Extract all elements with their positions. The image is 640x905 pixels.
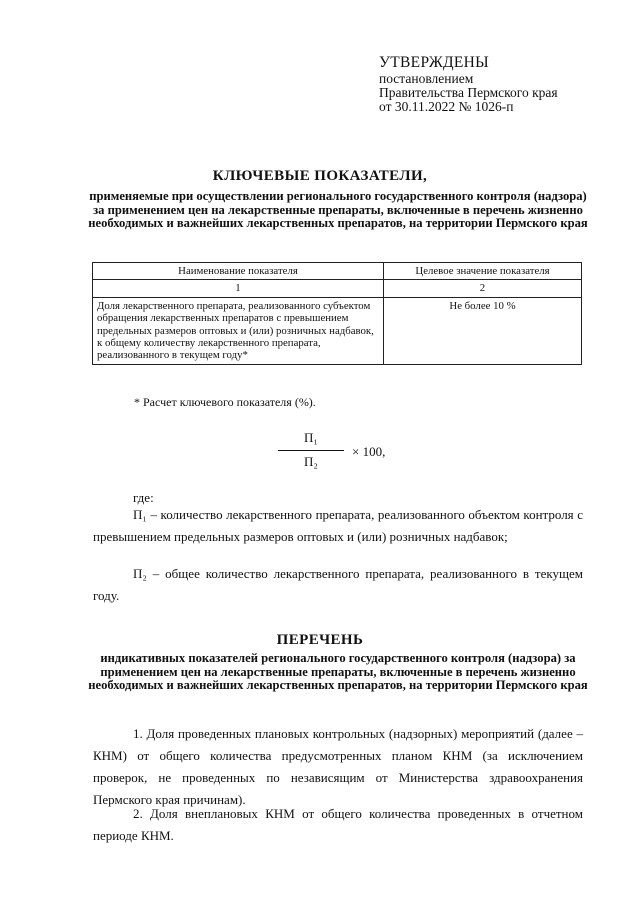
table-header-name: Наименование показателя — [93, 263, 384, 280]
list-subtitle: индикативных показателей регионального государственного контроля (надзора) за применением цен на лекарственные препараты, включенные в перечень жизненно необходимых и важнейших лекарственных препаратов, на территории Пермского края — [88, 651, 588, 692]
approval-line-3: от 30.11.2022 № 1026-п — [379, 99, 514, 114]
table-header-row — [93, 263, 582, 280]
indicator-name-cell: Доля лекарственного препарата, реализованного субъектом обращения лекарственных препаратов с превышением предельных размеров оптовых и (или) розничных надбавок, к общему количеству лекарственного препарата, реализованного в текущем году* — [93, 297, 384, 364]
definition-p2: П₂ – общее количество лекарственного препарата, реализованного в текущем году. — [93, 566, 583, 603]
indicator-target-cell: Не более 10 % — [384, 297, 582, 364]
approval-heading: УТВЕРЖДЕНЫ — [379, 54, 489, 71]
key-indicators-title: КЛЮЧЕВЫЕ ПОКАЗАТЕЛИ, — [212, 168, 428, 184]
approval-line-1: постановлением — [379, 71, 474, 86]
formula — [276, 430, 436, 474]
formula-multiplier: × 100, — [352, 444, 386, 459]
list-item-2: 2. Доля внеплановых КНМ от общего количества проведенных в отчетном периоде КНМ. — [93, 806, 583, 843]
table-column-number-1: 1 — [93, 280, 384, 297]
list-title: ПЕРЕЧЕНЬ — [276, 632, 364, 648]
approval-block — [379, 54, 619, 114]
approval-line-2: Правительства Пермского края — [379, 85, 558, 100]
key-indicators-subtitle: применяемые при осуществлении регионального государственного контроля (надзора) за применением цен на лекарственные препараты, включенные в перечень жизненно необходимых и важнейших лекарственных препаратов, на территории Пермского края — [88, 189, 588, 230]
definition-p1: П₁ – количество лекарственного препарата, реализованного объектом контроля с превышением предельных размеров оптовых и (или) розничных надбавок; — [93, 507, 583, 544]
table-header-target: Целевое значение показателя — [384, 263, 582, 280]
list-item-1: 1. Доля проведенных плановых контрольных (надзорных) мероприятий (далее – КНМ) от общего количества предусмотренных планом КНМ (за исключением проверок, не проведенных по независящим от Министерства здравоохранения Пермского края причинам). — [93, 726, 583, 807]
footnote: * Расчет ключевого показателя (%). — [134, 395, 316, 409]
table-number-row — [93, 280, 582, 297]
formula-denominator: П₂ — [304, 454, 318, 469]
table-row — [93, 297, 582, 364]
key-indicators-table — [92, 262, 582, 365]
formula-numerator: П₁ — [304, 430, 318, 445]
where-label: где: — [133, 490, 154, 505]
fraction-bar — [278, 450, 344, 451]
table-column-number-2: 2 — [384, 280, 582, 297]
